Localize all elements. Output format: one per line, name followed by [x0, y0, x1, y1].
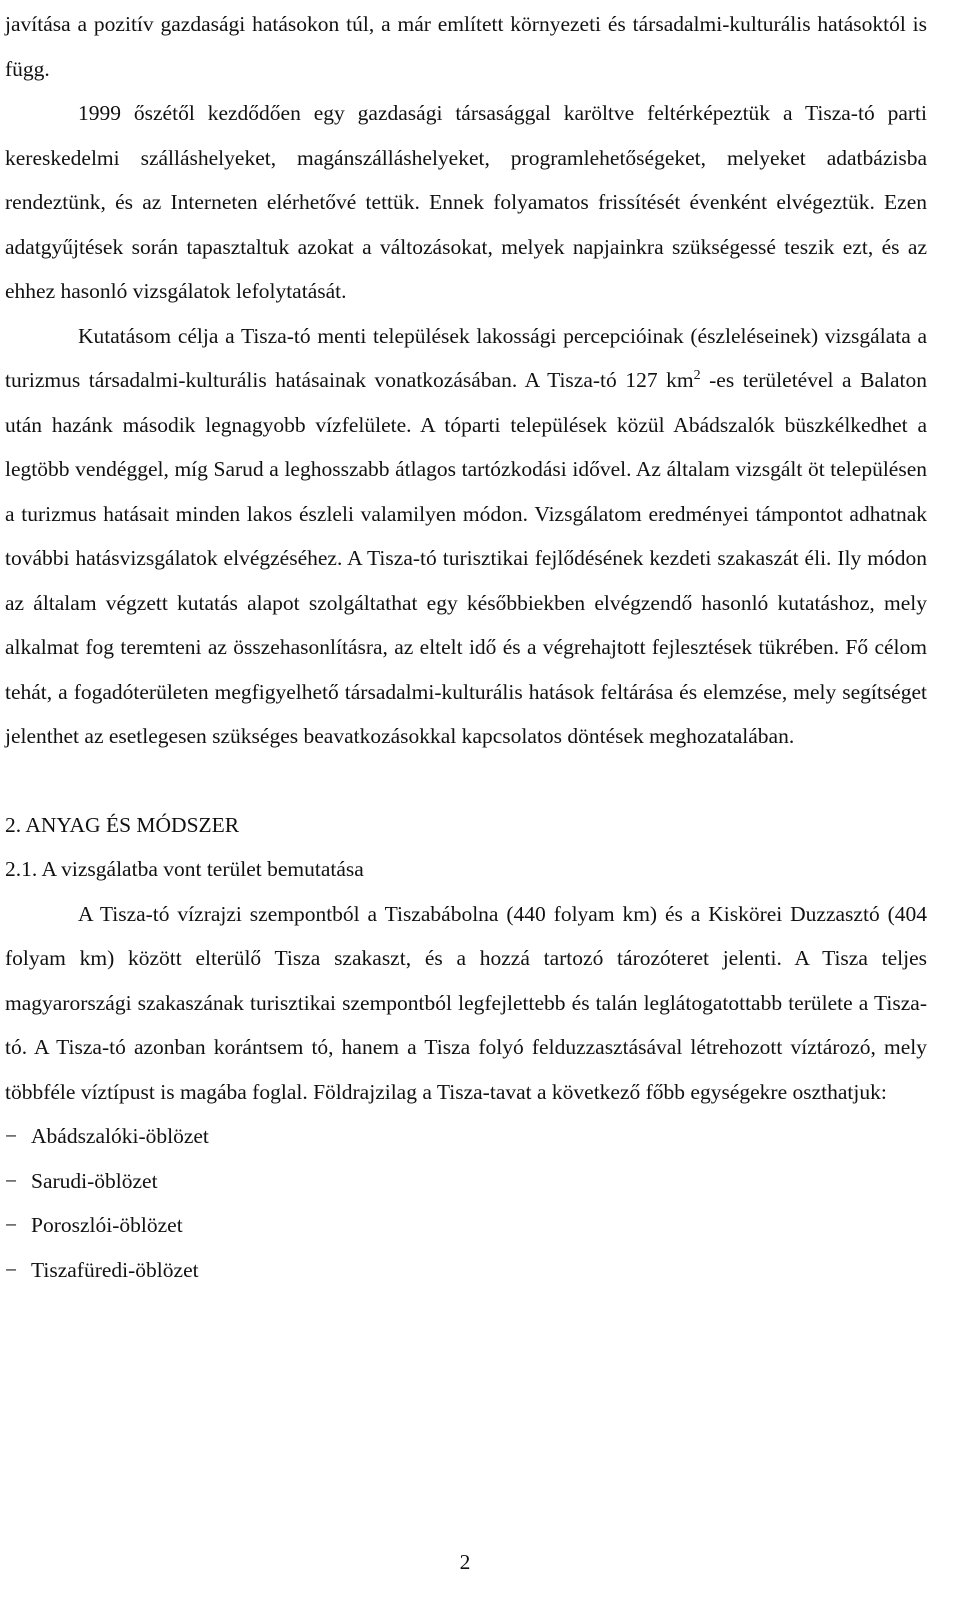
document-body — [5, 2, 927, 1292]
dash-bullet-icon: − — [5, 1124, 18, 1148]
dash-bullet-icon: − — [5, 1168, 18, 1193]
list-item — [5, 1159, 927, 1204]
superscript-squared: 2 — [693, 368, 701, 383]
list-item-text: Poroszlói-öblözet — [31, 1213, 183, 1237]
list-item-text: Tiszafüredi-öblözet — [31, 1257, 199, 1282]
paragraph-research-aim-part1: Kutatásom célja a Tisza-tó menti települések lakossági percepcióinak (észleléseinek) vizsgálata a turizmus társadalmi-kulturális hatásainak vonatkozásában. A Tisza-tó 127 km — [5, 323, 927, 392]
list-item-text: Sarudi-öblözet — [31, 1168, 158, 1193]
page-number: 2 — [459, 1550, 471, 1574]
dash-bullet-icon: − — [5, 1257, 18, 1282]
list-item-text: Abádszalóki-öblözet — [31, 1124, 209, 1148]
paragraph-continuation: javítása a pozitív gazdasági hatásokon túl, a már említett környezeti és társadalmi-kulturális hatásoktól is függ. — [5, 12, 927, 81]
paragraph-database: 1999 őszétől kezdődően egy gazdasági társasággal karöltve feltérképeztük a Tisza-tó parti kereskedelmi szálláshelyeket, magánszálláshelyeket, programlehetőségeket, melyeket adatbázisba rendeztünk, és az Interneten elérhetővé tettük. Ennek folyamatos frissítését évenként elvégeztük. Ezen adatgyűjtések során tapasztaltuk azokat a változásokat, melyek napjainkra szükségessé teszik ezt, és az ehhez hasonló vizsgálatok lefolytatását. — [5, 101, 927, 303]
dash-bullet-icon: − — [5, 1213, 18, 1237]
bay-list — [5, 1114, 927, 1292]
list-item — [5, 1114, 927, 1159]
subsection-heading: 2.1. A vizsgálatba vont terület bemutatása — [5, 857, 364, 881]
paragraph-area-description: A Tisza-tó vízrajzi szempontból a Tiszabábolna (440 folyam km) és a Kiskörei Duzzasztó (404 folyam km) között elterülő Tisza szakaszt, és a hozzá tartozó tározóteret jelenti. A Tisza teljes magyarországi szakaszának turisztikai szempontból legfejlettebb és talán leglátogatottabb területe a Tisza-tó. A Tisza-tó azonban korántsem tó, hanem a Tisza folyó felduzzasztásával létrehozott víztározó, mely többféle víztípust is magába foglal. Földrajzilag a Tisza-tavat a következő főbb egységekre oszthatjuk: — [5, 901, 927, 1104]
paragraph-research-aim — [5, 314, 927, 759]
list-item — [5, 1248, 927, 1293]
section-heading: 2. ANYAG ÉS MÓDSZER — [5, 812, 240, 837]
list-item — [5, 1203, 927, 1248]
paragraph-research-aim-part2: -es területével a Balaton után hazánk második legnagyobb vízfelülete. A tóparti települések közül Abádszalók büszkélkedhet a legtöbb vendéggel, míg Sarud a leghosszabb átlagos tartózkodási idővel. Az általam vizsgált öt településen a turizmus hatásait minden lakos észleli valamilyen módon. Vizsgálatom eredményei támpontot adhatnak további hatásvizsgálatok elvégzéséhez. A Tisza-tó turisztikai fejlődésének kezdeti szakaszát éli. Ily módon az általam végzett kutatás alapot szolgáltathat egy későbbiekben elvégzendő hasonló kutatáshoz, mely alkalmat fog teremteni az összehasonlításra, az eltelt idő és a végrehajtott fejlesztések tükrében. Fő célom tehát, a fogadóterületen megfigyelhető társadalmi-kulturális hatások feltárása és elemzése, mely segítséget jelenthet az esetlegesen szükséges beavatkozásokkal kapcsolatos döntések meghozatalában. — [5, 368, 927, 748]
